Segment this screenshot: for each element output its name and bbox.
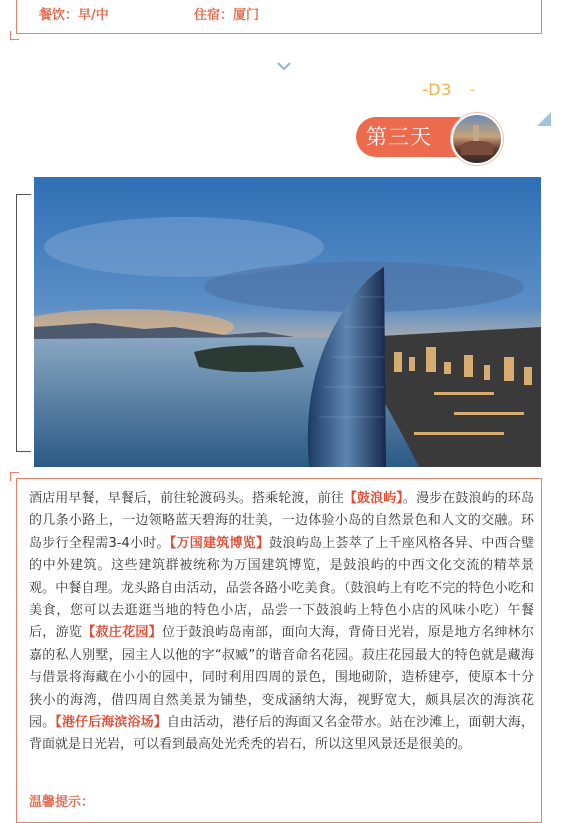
meal-info: 餐饮：早/中	[39, 8, 109, 23]
desc-text-2: 。漫步在鼓浪屿的环岛的几条小路上，一边领略蓝天碧海的壮美，一边体验小岛的自然景色和人文的交融。环岛步行全程需3-4小时。	[29, 491, 534, 551]
attraction-architecture-expo: 【万国建筑博览】	[169, 535, 270, 551]
desc-text-4: 位于鼓浪屿岛南部，面向大海，背倚日光岩，原是地方名绅林尔嘉的私人别墅，园主人以他的字“叔臧”的谐音命名花园。菽庄花园最大的特色就是藏海与借景将海藏在小小的园中，同时利用四周的景色，围地砌阶，造桥建亭，使原本十分狭小的海湾，借四周自然美景为铺垫，变成涵纳大海，视野宽大，颇具层次的海滨花园。	[29, 625, 534, 731]
meal-stay-info-box	[16, 0, 542, 34]
desc-text-5: 自由活动，港仔后的海面又名金带水。站在沙滩上，面朝大海，背面就是日光岩，可以看到最高处光秃秃的岩石，所以这里风景还是很美的。	[29, 715, 534, 753]
attraction-gulangyu: 【鼓浪屿】	[343, 491, 403, 506]
decorative-corner	[10, 472, 19, 481]
desc-text-3: 鼓浪屿岛上荟萃了上千座风格各异、中西合璧的中外建筑。这些建筑群被统称为万国建筑博览，是鼓浪屿的中西文化交流的精萃景观。中餐自理。龙头路自由活动，品尝各路小吃美食。（鼓浪屿上有吃不完的特色小吃和美食，您可以去逛逛当地的特色小店，品尝一下鼓浪屿上特色小店的风味小吃）午餐后，游览	[29, 535, 534, 641]
day-code	[422, 80, 476, 99]
photo-side-bracket	[16, 194, 31, 452]
attraction-shuzhuang-garden: 【菽庄花园】	[82, 625, 162, 641]
day-title-badge: 第三天	[356, 117, 460, 157]
decorative-triangle	[537, 112, 551, 126]
itinerary-description-box	[16, 478, 542, 823]
day-thumbnail-image	[451, 113, 503, 165]
xiamen-skyline-photo	[34, 177, 541, 467]
day-code-dash: -	[469, 80, 477, 99]
thumbnail-hill	[461, 141, 493, 155]
accommodation-info: 住宿：厦门	[194, 8, 260, 23]
day-code-label: -D3	[422, 80, 452, 99]
itinerary-description	[29, 488, 534, 757]
skyline-illustration	[34, 177, 541, 467]
tips-heading: 温馨提示：	[29, 795, 95, 810]
desc-text-1: 酒店用早餐，早餐后，前往轮渡码头。搭乘轮渡，前往	[29, 491, 344, 506]
chevron-down-icon[interactable]	[276, 60, 292, 72]
decorative-corner	[10, 31, 19, 40]
attraction-gangzaihou-beach: 【港仔后海滨浴场】	[55, 715, 167, 731]
